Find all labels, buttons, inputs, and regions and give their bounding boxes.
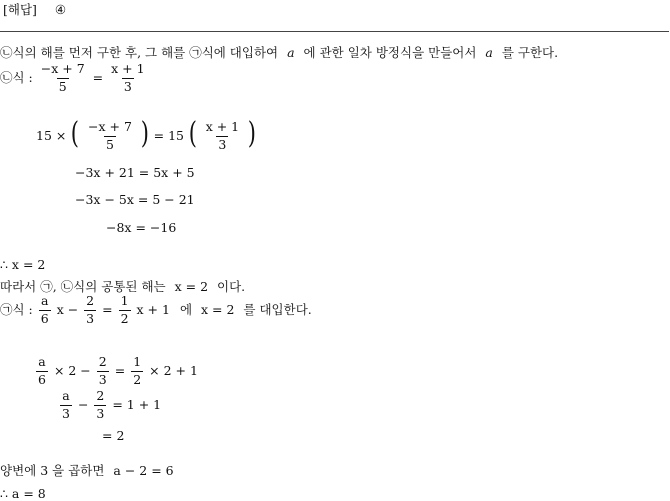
step1-frac-2	[204, 121, 241, 151]
paren-close-1: )	[140, 116, 149, 151]
multiply-text: 양변에 3 을 곱하면	[0, 463, 105, 478]
step-4: −8x = −16	[106, 220, 177, 235]
var-a-2: a	[485, 45, 493, 60]
step1-frac1-num: −x + 7	[88, 119, 132, 134]
eq-a-frac3-den: 2	[120, 310, 129, 326]
eq-a-text-mid: 에	[179, 301, 193, 317]
eq-a-frac-2	[84, 295, 96, 325]
result-a: ∴ a = 8	[0, 486, 46, 501]
common-solution-line	[0, 281, 245, 294]
eq-b-frac-2	[109, 63, 146, 93]
var-a: a	[287, 45, 295, 60]
eq-a-text-after: 를 대입한다.	[243, 301, 312, 317]
multiply-line	[0, 465, 174, 478]
result-x: ∴ x = 2	[0, 257, 46, 272]
step1-frac2-num: x + 1	[205, 119, 240, 134]
equation-a	[0, 295, 312, 325]
eq-a-x-minus: x −	[56, 301, 79, 317]
intro-text-2: 에 관한 일차 방정식을 만들어서	[303, 45, 477, 60]
common-sol-text-2: 이다.	[217, 279, 246, 294]
answer-header	[3, 4, 66, 17]
sub1-frac2-den: 3	[98, 371, 107, 387]
step-2: −3x + 21 = 5x + 5	[75, 165, 195, 180]
paren-open-1: (	[71, 116, 80, 151]
step1-frac1-den: 5	[106, 136, 114, 152]
multiply-expr: a − 2 = 6	[113, 463, 174, 478]
sub2-frac1-den: 3	[62, 405, 70, 421]
step1-frac-1	[86, 121, 134, 151]
sub1-frac3-num: 1	[133, 354, 142, 369]
common-sol-expr: x = 2	[174, 279, 209, 294]
sub1-frac1-num: a	[38, 354, 46, 369]
intro-text-1: ㉡식의 해를 먼저 구한 후, 그 해를 ㉠식에 대입하여	[0, 45, 279, 60]
sub1-equals: =	[114, 362, 126, 378]
eq-a-frac1-den: 6	[40, 310, 49, 326]
eq-b-frac-1	[39, 63, 87, 93]
sub-step-3: = 2	[102, 428, 125, 443]
eq-a-frac-1	[39, 295, 51, 325]
paren-open-2: (	[188, 116, 197, 151]
sub1-frac1-den: 6	[38, 371, 46, 387]
paren-close-2: )	[247, 116, 257, 151]
sub2-frac-2	[94, 390, 106, 420]
intro-line	[0, 47, 558, 60]
sub2-tail: = 1 + 1	[112, 396, 162, 412]
sub-step-1	[34, 356, 198, 386]
divider	[0, 31, 669, 32]
step1-mid: = 15	[153, 127, 184, 143]
equation-b	[0, 63, 149, 93]
eq-a-frac2-den: 3	[86, 310, 95, 326]
common-sol-text-1: 따라서 ㉠, ㉡식의 공통된 해는	[0, 279, 166, 294]
eq-b-label: ㉡식 :	[0, 69, 33, 85]
sub1-frac3-den: 2	[133, 371, 142, 387]
eq-b-frac1-den: 5	[58, 78, 67, 94]
answer-label: [해답]	[3, 2, 37, 17]
eq-b-frac1-num: −x + 7	[40, 61, 85, 76]
eq-a-frac-3	[119, 295, 131, 325]
step1-left: 15 ×	[36, 127, 67, 143]
sub2-frac2-den: 3	[96, 405, 105, 421]
eq-a-equals: =	[102, 301, 113, 317]
eq-b-equals: =	[92, 69, 104, 85]
eq-a-frac3-num: 1	[120, 293, 129, 308]
step-1	[36, 116, 257, 152]
eq-a-frac1-num: a	[41, 293, 49, 308]
sub1-frac-3	[131, 356, 143, 386]
sub1-frac-1	[36, 356, 48, 386]
eq-b-frac2-den: 3	[123, 78, 132, 94]
intro-text-3: 를 구한다.	[501, 45, 559, 60]
eq-b-frac2-num: x + 1	[111, 61, 145, 76]
eq-a-x-plus-1: x + 1	[136, 301, 170, 317]
sub2-frac-1	[60, 390, 72, 420]
answer-choice: ④	[54, 2, 67, 17]
eq-a-label: ㉠식 :	[0, 301, 33, 317]
step-3: −3x − 5x = 5 − 21	[75, 192, 195, 207]
sub-step-2	[58, 390, 161, 420]
sub1-frac2-num: 2	[98, 354, 107, 369]
sub1-tail: × 2 + 1	[149, 362, 198, 378]
eq-a-expr: x = 2	[201, 301, 235, 317]
sub2-frac1-num: a	[62, 388, 70, 403]
sub1-times2-minus: × 2 −	[53, 362, 91, 378]
sub1-frac-2	[97, 356, 109, 386]
eq-a-frac2-num: 2	[86, 293, 95, 308]
sub2-frac2-num: 2	[96, 388, 105, 403]
sub2-minus: −	[77, 396, 89, 412]
step1-frac2-den: 3	[218, 136, 227, 152]
